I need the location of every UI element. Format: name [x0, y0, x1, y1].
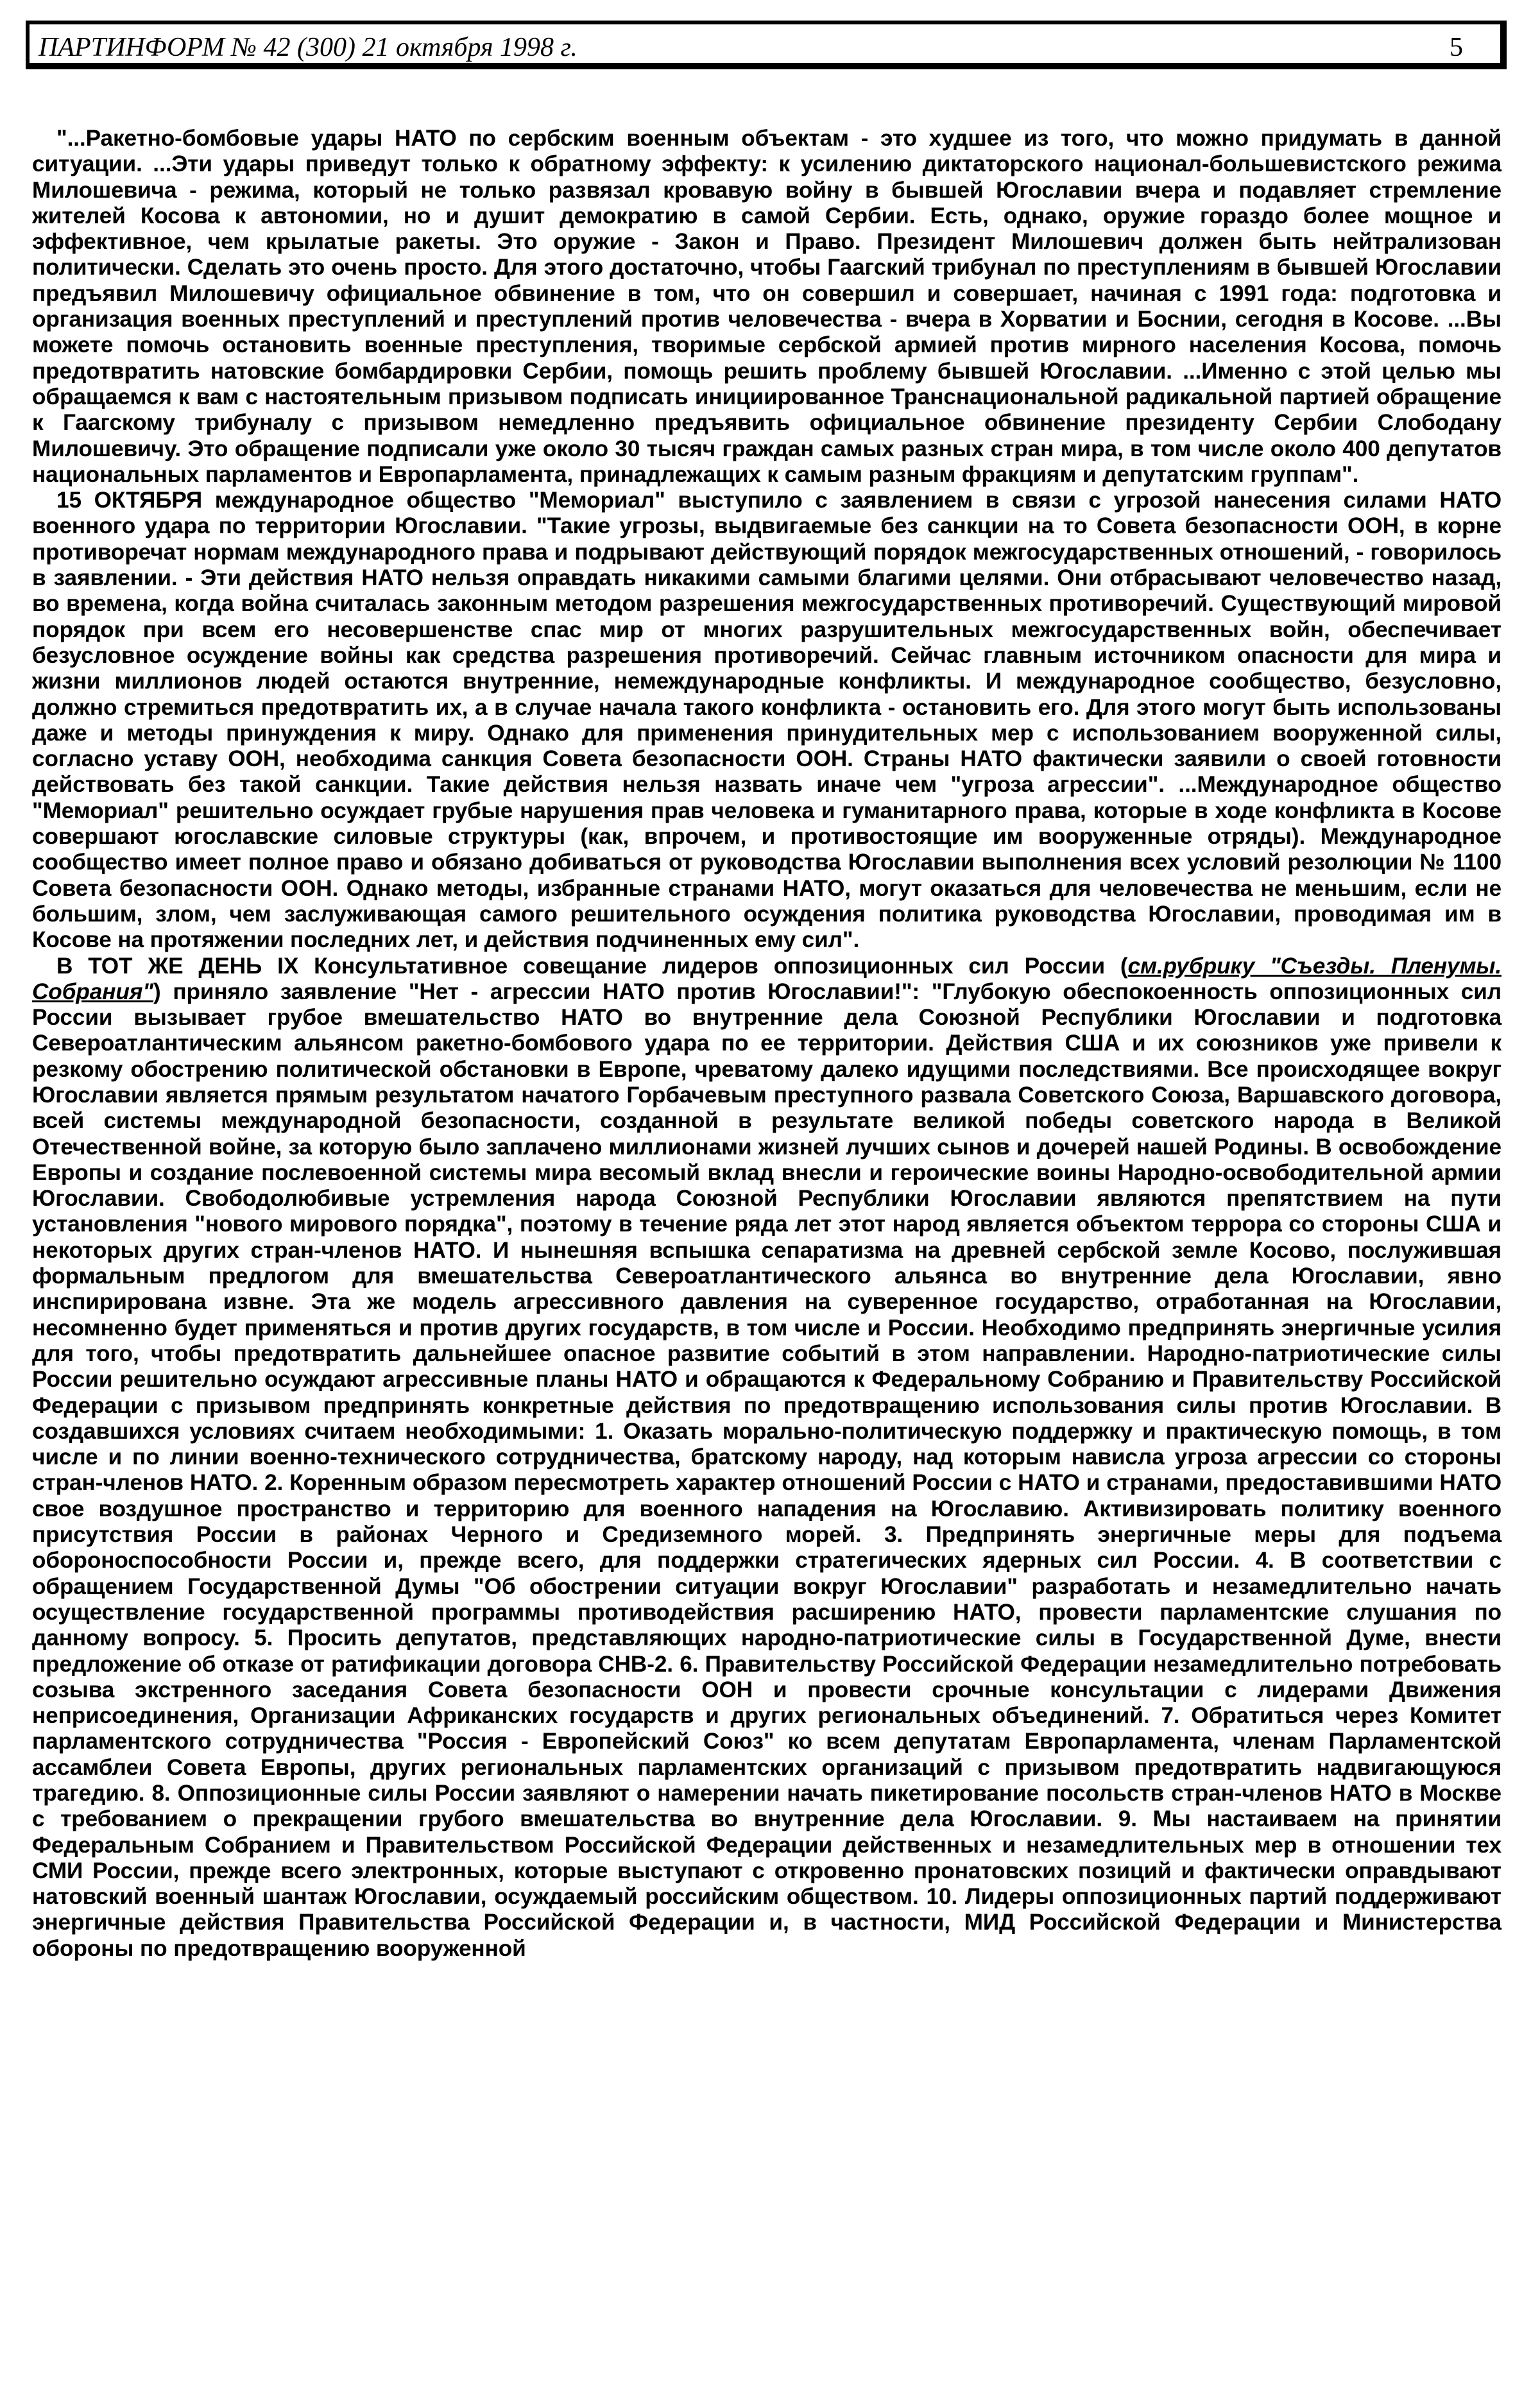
rubric-link[interactable]: см.рубрику "Съезды. Пленумы. Собрания" [32, 953, 1502, 1004]
paragraph-memorial-statement: 15 ОКТЯБРЯ международное общество "Мемориал" выступило с заявлением в связи с угрозой нанесения силами НАТО военного удара по территории Югославии. "Такие угрозы, выдвигаемые без санкции на то Совета безопасности ООН, в корне противоречат нормам международного права и подрывают действующий порядок межгосударственных отношений, - говорилось в заявлении. - Эти действия НАТО нельзя оправдать никакими самыми благими целями. Они отбрасывают человечество назад, во времена, когда война считалась законным методом разрешения межгосударственных противоречий. Существующий мировой порядок при всем его несовершенстве спас мир от многих разрушительных межгосударственных войн, обеспечивает безусловное осуждение войны как средства разрешения противоречий. Сейчас главным источником опасности для мира и жизни миллионов людей остаются внутренние, немеждународные конфликты. И международное сообщество, безусловно, должно стремиться предотвратить их, а в случае начала такого конфликта - остановить его. Для этого могут быть использованы даже и методы принуждения к миру. Однако для применения принудительных мер с использованием вооруженной силы, согласно уставу ООН, необходима санкция Совета безопасности ООН. Страны НАТО фактически заявили о своей готовности действовать без такой санкции. Такие действия нельзя назвать иначе чем "угроза агрессии". ...Международное общество "Мемориал" решительно осуждает грубые нарушения прав человека и гуманитарного права, которые в ходе конфликта в Косове совершают югославские силовые структуры (как, впрочем, и противостоящие им вооруженные отряды). Международное сообщество имеет полное право и обязано добиваться от руководства Югославии выполнения всех условий резолюции № 1100 Совета безопасности ООН. Однако методы, избранные странами НАТО, могут оказаться для человечества не меньшим, если не большим, злом, чем заслуживающая самого решительного осуждения политика руководства Югославии, проводимая им в Косове на протяжении последних лет, и действия подчиненных ему сил". [32, 488, 1502, 953]
paragraph-body-text: ) приняло заявление "Нет - агрессии НАТО против Югославии!": "Глубокую обеспокоенность оппозиционных сил России вызывает грубое вмешательство НАТО во внутренние дела Союзной Республики Югославии и подготовка Североатлантическим альянсом ракетно-бомбового удара по ее территории. Действия США и их союзников уже привели к резкому обострению политической обстановки в Европе, чреватому далеко идущими последствиями. Все происходящее вокруг Югославии является прямым результатом начатого Горбачевым преступного развала Советского Союза, Варшавского договора, всей системы международной безопасности, созданной в результате великой победы советского народа в Великой Отечественной войне, за которую было заплачено миллионами жизней лучших сынов и дочерей нашей Родины. В освобождение Европы и создание послевоенной системы мира весомый вклад внесли и героические воины Народно-освободительной армии Югославии. Свободолюбивые устремления народа Союзной Республики Югославии являются препятствием на пути установления "нового мирового порядка", поэтому в течение ряда лет этот народ является объектом террора со стороны США и некоторых других стран-членов НАТО. И нынешняя вспышка сепаратизма на древней сербской земле Косово, послужившая формальным предлогом для вмешательства Североатлантического альянса во внутренние дела Югославии, явно инспирирована извне. Эта же модель агрессивного давления на суверенное государство, отработанная на Югославии, несомненно будет применяться и против других государств, в том числе и России. Необходимо предпринять энергичные усилия для того, чтобы предотвратить дальнейшее опасное развитие событий в этом направлении. Народно-патриотические силы России решительно осуждают агрессивные планы НАТО и обращаются к Федеральному Собранию и Правительству Российской Федерации с призывом предпринять конкретные действия по предотвращению использования силы против Югославии. В создавшихся условиях считаем необходимыми: 1. Оказать морально-политическую поддержку и практическую помощь, в том числе и по линии военно-технического сотрудничества, братскому народу, над которым нависла угроза агрессии со стороны стран-членов НАТО. 2. Коренным образом пересмотреть характер отношений России с НАТО и странами, предоставившими НАТО свое воздушное пространство и территорию для военного нападения на Югославию. Активизировать политику военного присутствия России в районах Черного и Средиземного морей. 3. Предпринять энергичные меры для подъема обороноспособности России и, прежде всего, для поддержки стратегических ядерных сил России. 4. В соответствии с обращением Государственной Думы "Об обострении ситуации вокруг Югославии" разработать и незамедлительно начать осуществление государственной программы противодействия расширению НАТО, провести парламентские слушания по данному вопросу. 5. Просить депутатов, представляющих народно-патриотические силы в Государственной Думе, внести предложение об отказе от ратификации договора СНВ-2. 6. Правительству Российской Федерации незамедлительно потребовать созыва экстренного заседания Совета безопасности ООН и провести срочные консультации с лидерами Движения неприсоединения, Организации Африканских государств и других региональных объединений. 7. Обратиться через Комитет парламентского сотрудничества "Россия - Европейский Союз" ко всем депутатам Европарламента, членам Парламентской ассамблеи Совета Европы, других региональных парламентских организаций с призывом предотвратить надвигающуюся трагедию. 8. Оппозиционные силы России заявляют о намерении начать пикетирование посольств стран-членов НАТО в Москве с требованием о прекращении грубого вмешательства во внутренние дела Югославии. 9. Мы настаиваем на принятии Федеральным Собранием и Правительством Российской Федерации действенных и незамедлительных мер в отношении тех СМИ России, прежде всего электронных, которые выступают с откровенно пронатовских позиций и фактически оправдывают натовский военный шантаж Югославии, осуждаемый российским обществом. 10. Лидеры оппозиционных партий поддерживают энергичные действия Правительства Российской Федерации и, в частности, МИД Российской Федерации и Министерства обороны по предотвращению вооруженной [32, 979, 1502, 1961]
paragraph-quote-radical-party: "...Ракетно-бомбовые удары НАТО по сербским военным объектам - это худшее из того, что можно придумать в данной ситуации. ...Эти удары приведут только к обратному эффекту: к усилению диктаторского национал-большевистского режима Милошевича - режима, который не только развязал кровавую войну в бывшей Югославии вчера и подавляет стремление жителей Косова к автономии, но и душит демократию в самой Сербии. Есть, однако, оружие гораздо более мощное и эффективное, чем крылатые ракеты. Это оружие - Закон и Право. Президент Милошевич должен быть нейтрализован политически. Сделать это очень просто. Для этого достаточно, чтобы Гаагский трибунал по преступлениям в бывшей Югославии предъявил Милошевичу официальное обвинение в том, что он совершил и совершает, начиная с 1991 года: подготовка и организация военных преступлений и преступлений против человечества - вчера в Хорватии и Боснии, сегодня в Косове. ...Вы можете помочь остановить военные преступления, творимые сербской армией против мирного населения Косова, помочь предотвратить натовские бомбардировки Сербии, помощь решить проблему бывшей Югославии. ...Именно с этой целью мы обращаемся к вам с настоятельным призывом подписать инициированное Транснациональной радикальной партией обращение к Гаагскому трибуналу с призывом немедленно предъявить официальное обвинение президенту Сербии Слободану Милошевичу. Это обращение подписали уже около 30 тысяч граждан самых разных стран мира, в том числе около 400 депутатов национальных парламентов и Европарламента, принадлежащих к самым разным фракциям и депутатским группам". [32, 126, 1502, 487]
paragraph-opposition-statement [32, 954, 1502, 1962]
publication-title: ПАРТИНФОРМ № 42 (300) 21 октября 1998 г. [38, 33, 578, 62]
paragraph-lead-text: В ТОТ ЖЕ ДЕНЬ IX Консультативное совещание лидеров оппозиционных сил России ( [56, 953, 1128, 979]
article-body [32, 126, 1502, 1962]
page-number: 5 [1450, 33, 1463, 62]
page-header [26, 21, 1507, 69]
